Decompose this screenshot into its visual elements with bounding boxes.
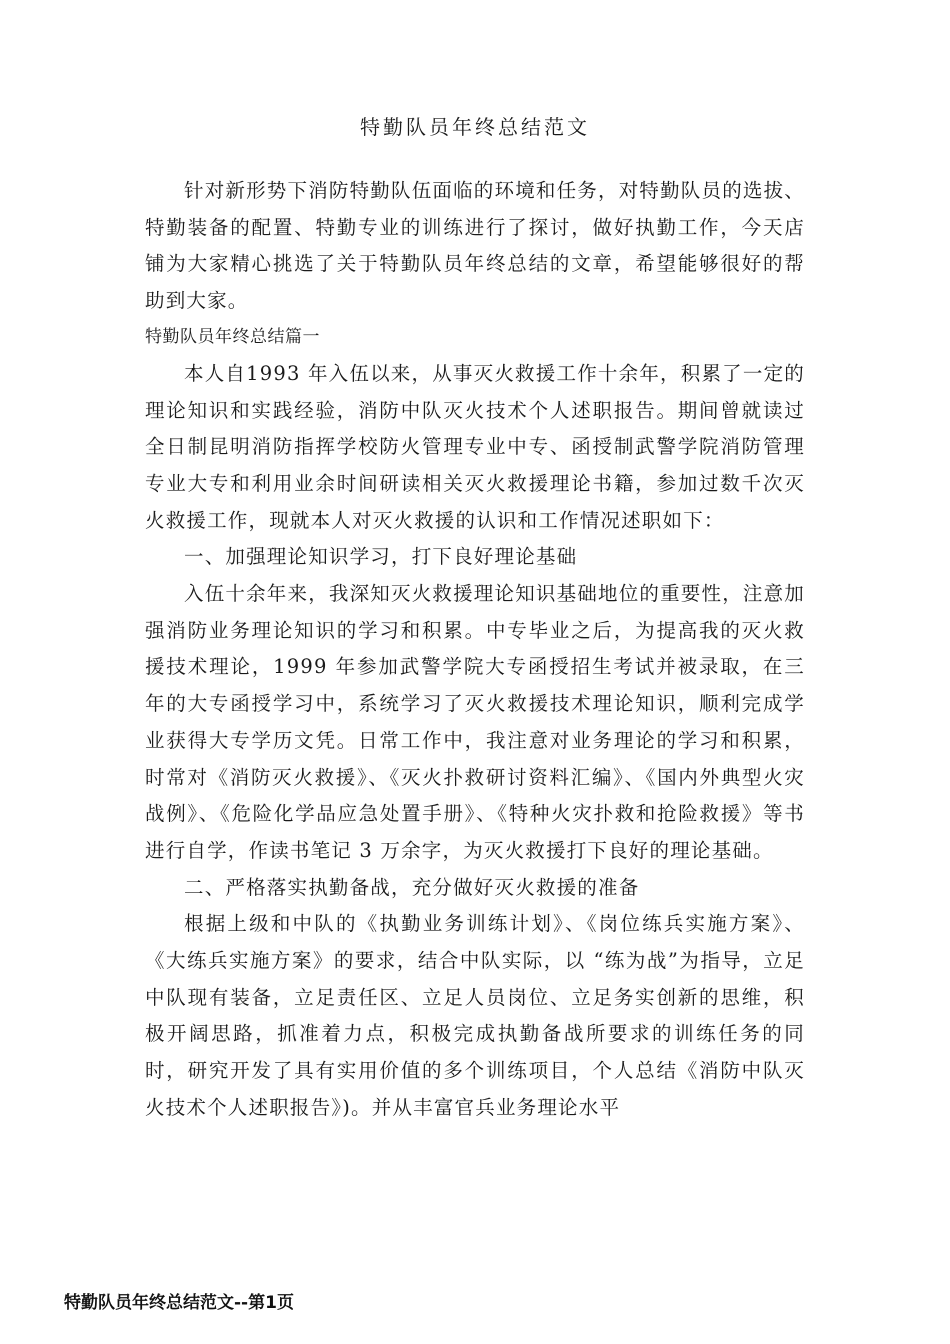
heading-1: 一、加强理论知识学习，打下良好理论基础	[184, 545, 578, 569]
intro-paragraph: 针对新形势下消防特勤队伍面临的环境和任务，对特勤队员的选拔、特勤装备的配置、特勤专业的训练进行了探讨，做好执勤工作，今天店铺为大家精心挑选了关于特勤队员年终总结的文章，希望能够很好的帮助到大家。	[145, 179, 806, 313]
paragraph-1: 本人自1993 年入伍以来，从事灭火救援工作十余年，积累了一定的理论知识和实践经验，消防中队灭火技术个人述职报告。期间曾就读过全日制昆明消防指挥学校防火管理专业中专、函授制武警学院消防管理专业大专和利用业余时间研读相关灭火救援理论书籍，参加过数千次灭火救援工作，现就本人对灭火救援的认识和工作情况述职如下：	[145, 361, 805, 532]
heading-2: 二、严格落实执勤备战，充分做好灭火救援的准备	[184, 875, 640, 899]
document-title: 特勤队员年终总结范文	[360, 115, 590, 139]
section-label: 特勤队员年终总结篇一	[145, 326, 320, 347]
document-body	[145, 173, 805, 1127]
paragraph-3: 根据上级和中队的《执勤业务训练计划》、《岗位练兵实施方案》、《大练兵实施方案》的要求，结合中队实际，以 “练为战”为指导，立足中队现有装备，立足责任区、立足人员岗位、立足务实创新的思维，积极开阔思路，抓准着力点，积极完成执勤备战所要求的训练任务的同时，研究开发了具有实用价值的多个训练项目，个人总结《消防中队灭火技术个人述职报告》)。并从丰富官兵业务理论水平	[145, 912, 805, 1119]
page-footer: 特勤队员年终总结范文--第1页	[64, 1293, 294, 1313]
paragraph-2: 入伍十余年来，我深知灭火救援理论知识基础地位的重要性，注意加强消防业务理论知识的学习和积累。中专毕业之后，为提高我的灭火救援技术理论，1999 年参加武警学院大专函授招生考试并被录取，在三年的大专函授学习中，系统学习了灭火救援技术理论知识，顺利完成学业获得大专学历文凭。日常工作中，我注意对业务理论的学习和积累，时常对《消防灭火救援》、《灭火扑救研讨资料汇编》、《国内外典型火灾战例》、《危险化学品应急处置手册》、《特种火灾扑救和抢险救援》等书进行自学，作读书笔记 3 万余字，为灭火救援打下良好的理论基础。	[145, 582, 806, 862]
